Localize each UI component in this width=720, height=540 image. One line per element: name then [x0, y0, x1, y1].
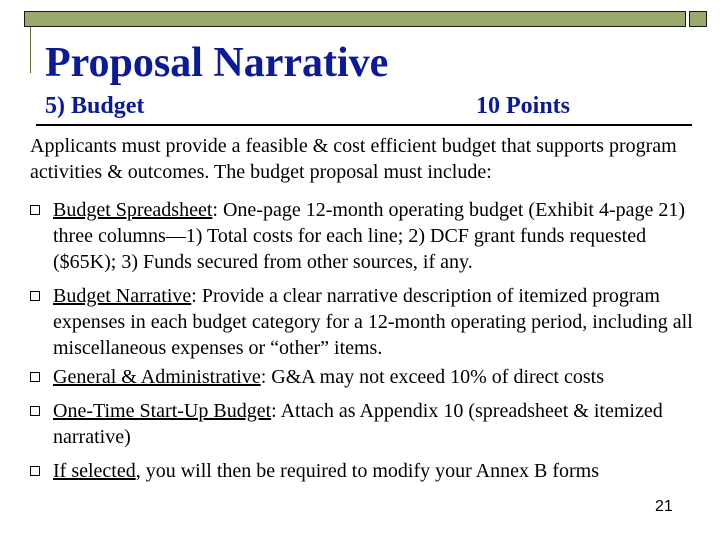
item-text: , you will then be required to modify your Annex B forms: [135, 460, 599, 482]
page-number: 21: [655, 498, 673, 515]
title-accent-line: [30, 27, 31, 73]
list-item-budget-spreadsheet: [30, 197, 700, 275]
item-lead: Budget Spreadsheet: [53, 199, 213, 221]
square-bullet-icon: [30, 372, 40, 382]
item-lead: General & Administrative: [53, 366, 261, 388]
square-bullet-icon: [30, 466, 40, 476]
item-lead: One-Time Start-Up Budget: [53, 400, 272, 422]
square-bullet-icon: [30, 205, 40, 215]
heading-divider: [36, 124, 692, 126]
square-bullet-icon: [30, 291, 40, 301]
item-text: : G&A may not exceed 10% of direct costs: [260, 366, 604, 388]
item-lead: Budget Narrative: [53, 285, 192, 307]
item-lead: If selected: [53, 460, 136, 482]
item-text: : One-page 12-month operating budget (Exhibit 4-page 21) three columns—1) Total costs for each line; 2) DCF grant funds requested ($65K); 3) Funds secured from other sources, if any.: [53, 199, 686, 273]
header-square: [689, 11, 707, 27]
list-item-budget-narrative: [30, 283, 700, 361]
points-label: 10 Points: [476, 93, 571, 119]
list-item-start-up-budget: [30, 398, 700, 450]
square-bullet-icon: [30, 406, 40, 416]
list-item-general-administrative: [30, 364, 700, 390]
list-item-if-selected: [30, 458, 700, 484]
requirements-list: [30, 197, 700, 484]
slide-title: Proposal Narrative: [45, 40, 389, 86]
header-bar: [24, 11, 686, 27]
intro-paragraph: Applicants must provide a feasible & cost efficient budget that supports program activities & outcomes. The budget proposal must include:: [30, 135, 677, 183]
item-text: : Provide a clear narrative description of itemized program expenses in each budget category for a 12-month operating period, including all miscellaneous expenses or “other” items.: [53, 285, 693, 359]
section-heading: 5) Budget: [45, 93, 145, 119]
item-text: : Attach as Appendix 10 (spreadsheet & itemized narrative): [53, 400, 663, 448]
